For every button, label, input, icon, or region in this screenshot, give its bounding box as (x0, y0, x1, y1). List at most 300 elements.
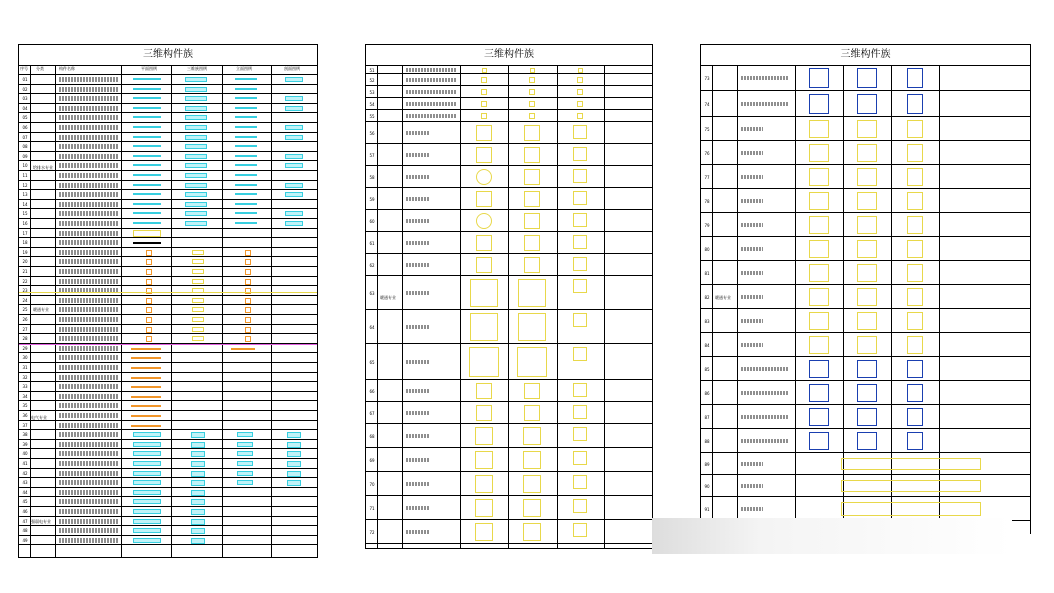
row-number: 24 (22, 297, 28, 303)
component-name (59, 135, 119, 140)
section-symbol (285, 192, 303, 197)
row-number: 03 (22, 96, 28, 102)
row-number: 82 (704, 295, 710, 300)
plan-symbol (809, 240, 829, 258)
sheet-3 (700, 44, 1031, 534)
section-symbol (285, 183, 303, 188)
3d-symbol (191, 432, 205, 438)
component-name (741, 367, 789, 371)
plan-symbol (133, 509, 161, 514)
3d-symbol (185, 125, 207, 130)
3d-symbol (185, 183, 207, 188)
plan-symbol (476, 405, 492, 421)
row-number: 22 (22, 278, 28, 284)
row-number: 49 (22, 537, 28, 543)
3d-symbol (192, 250, 204, 255)
elevation-symbol (235, 155, 257, 157)
3d-symbol (524, 213, 540, 229)
elevation-symbol (907, 240, 923, 258)
plan-symbol (131, 415, 161, 417)
row-number: 33 (22, 384, 28, 390)
elevation-symbol (245, 336, 251, 342)
component-name (59, 327, 119, 332)
component-name (59, 336, 119, 341)
plan-symbol (146, 336, 152, 342)
component-name (59, 499, 119, 504)
elevation-symbol (235, 88, 257, 90)
3d-symbol (857, 432, 877, 450)
3d-symbol (529, 113, 535, 119)
component-name (741, 415, 789, 419)
elevation-symbol (245, 317, 251, 323)
plan-symbol (146, 317, 152, 323)
plan-symbol (809, 94, 829, 114)
row-number: 89 (704, 462, 710, 467)
row-number: 39 (22, 441, 28, 447)
plan-symbol (476, 257, 492, 273)
row-number: 91 (704, 507, 710, 512)
section-symbol (287, 451, 301, 457)
3d-symbol (857, 240, 877, 258)
row-number: 87 (704, 415, 710, 420)
row-number: 43 (22, 480, 28, 486)
elevation-symbol (573, 347, 587, 361)
row-number: 63 (369, 291, 375, 296)
component-name (59, 96, 119, 101)
row-number: 54 (369, 102, 375, 107)
row-number: 45 (22, 499, 28, 505)
component-name (406, 360, 430, 364)
component-name (406, 291, 430, 295)
plan-symbol (809, 336, 829, 354)
3d-symbol (191, 499, 205, 505)
3d-symbol (185, 192, 207, 197)
row-number: 28 (22, 336, 28, 342)
plan-symbol (133, 116, 161, 118)
component-name (406, 114, 456, 118)
header-index: 序号 (20, 66, 28, 71)
component-name (59, 211, 119, 216)
section-symbol (285, 106, 303, 111)
elevation-symbol (573, 257, 587, 271)
3d-symbol (191, 538, 205, 544)
component-name (741, 439, 789, 443)
plan-symbol (809, 120, 829, 138)
section-symbol (287, 442, 301, 448)
3d-symbol (517, 347, 547, 377)
elevation-symbol (235, 212, 257, 214)
plan-symbol (146, 279, 152, 285)
header-3d: 三维族图例 (187, 66, 207, 71)
component-name (406, 434, 430, 438)
3d-symbol (185, 106, 207, 111)
plan-symbol (133, 499, 161, 504)
plan-symbol (133, 230, 161, 237)
elevation-symbol (235, 164, 257, 166)
plan-symbol (476, 125, 492, 141)
row-number: 90 (704, 484, 710, 489)
3d-symbol (857, 192, 877, 210)
3d-symbol (530, 68, 535, 73)
group-label: 暖通专业 (33, 307, 49, 312)
3d-symbol (191, 471, 205, 477)
plan-symbol (476, 147, 492, 163)
elevation-symbol (573, 475, 587, 489)
plan-symbol (133, 193, 161, 195)
plan-symbol (131, 396, 161, 398)
3d-symbol (857, 384, 877, 402)
group-label: 暖通专业 (715, 295, 731, 300)
row-number: 57 (369, 153, 375, 158)
3d-symbol (523, 427, 541, 445)
component-name (406, 131, 430, 135)
sheet-3-title: 三维构件族 (701, 45, 1030, 66)
3d-symbol (524, 147, 540, 163)
row-number: 32 (22, 374, 28, 380)
elevation-symbol (573, 213, 587, 227)
plan-symbol (131, 377, 161, 379)
row-number: 06 (22, 125, 28, 130)
row-number: 71 (369, 506, 375, 511)
plan-symbol (146, 298, 152, 304)
component-name (59, 163, 119, 168)
row-number: 69 (369, 458, 375, 463)
header-name: 构件名称 (59, 66, 75, 71)
component-name (59, 221, 119, 226)
plan-symbol (809, 288, 829, 306)
plan-symbol (476, 383, 492, 399)
component-name (59, 365, 119, 370)
plan-symbol (133, 222, 161, 224)
row-number: 62 (369, 263, 375, 268)
3d-symbol (192, 327, 204, 332)
plan-symbol (476, 169, 492, 185)
plan-symbol (133, 97, 161, 99)
component-name (741, 462, 763, 466)
3d-symbol (857, 288, 877, 306)
elevation-symbol (907, 360, 923, 378)
component-name (59, 240, 119, 245)
component-name (59, 432, 119, 437)
3d-symbol (529, 89, 535, 95)
sheet-1-header (19, 65, 317, 75)
row-number: 46 (22, 509, 28, 514)
plan-symbol (133, 528, 161, 533)
3d-symbol (857, 144, 877, 162)
highlight-line (19, 292, 317, 293)
plan-symbol (481, 101, 487, 107)
3d-symbol (185, 144, 207, 149)
elevation-symbol (907, 168, 923, 186)
elevation-symbol (907, 288, 923, 306)
3d-symbol (191, 442, 205, 448)
3d-symbol (524, 405, 540, 421)
component-name (59, 346, 119, 351)
3d-symbol (191, 451, 205, 457)
plan-symbol (470, 279, 498, 307)
plan-symbol (146, 250, 152, 256)
component-name (741, 127, 763, 131)
section-symbol (285, 135, 303, 140)
row-number: 76 (704, 151, 710, 156)
plan-symbol (133, 174, 161, 176)
highlight-line (19, 344, 317, 345)
elevation-symbol (907, 408, 923, 426)
row-number: 11 (22, 173, 28, 178)
group-label: 电气专业 (31, 415, 47, 420)
elevation-symbol (573, 499, 587, 513)
component-name (59, 250, 119, 255)
plan-symbol (133, 184, 161, 186)
3d-symbol (857, 360, 877, 378)
plan-symbol (131, 386, 161, 388)
row-number: 56 (369, 131, 375, 136)
plan-symbol (475, 523, 493, 541)
component-name (406, 389, 430, 393)
plan-symbol (133, 242, 161, 244)
component-name (59, 144, 119, 149)
row-number: 05 (22, 115, 28, 121)
elevation-symbol (907, 94, 923, 114)
wide-symbol (841, 458, 981, 470)
section-symbol (285, 154, 303, 159)
elevation-symbol (235, 107, 257, 109)
plan-symbol (146, 327, 152, 333)
row-number: 01 (22, 77, 28, 82)
elevation-symbol (907, 432, 923, 450)
3d-symbol (185, 173, 207, 178)
row-number: 88 (704, 439, 710, 444)
elevation-symbol (245, 250, 251, 256)
elevation-symbol (237, 480, 253, 485)
plan-symbol (475, 451, 493, 469)
component-name (59, 202, 119, 207)
row-number: 20 (22, 259, 28, 265)
3d-symbol (185, 96, 207, 101)
3d-symbol (518, 279, 546, 307)
row-number: 30 (22, 355, 28, 361)
elevation-symbol (245, 269, 251, 275)
plan-symbol (475, 427, 493, 445)
component-name (59, 451, 119, 456)
elevation-symbol (907, 336, 923, 354)
plan-symbol (481, 89, 487, 95)
component-name (59, 384, 119, 389)
row-number: 36 (22, 413, 28, 418)
component-name (741, 151, 763, 155)
component-name (406, 78, 456, 82)
3d-symbol (191, 509, 205, 515)
elevation-symbol (245, 298, 251, 304)
elevation-symbol (235, 174, 257, 176)
component-name (59, 490, 119, 495)
plan-symbol (133, 480, 161, 485)
elevation-symbol (573, 125, 587, 139)
elevation-symbol (573, 523, 587, 537)
elevation-symbol (573, 191, 587, 205)
plan-symbol (131, 357, 161, 359)
row-number: 35 (22, 403, 28, 409)
3d-symbol (857, 336, 877, 354)
row-number: 14 (22, 201, 28, 207)
sheet-2 (365, 44, 653, 549)
component-name (59, 480, 119, 485)
elevation-symbol (237, 471, 253, 476)
3d-symbol (523, 523, 541, 541)
component-name (59, 298, 119, 303)
component-name (59, 528, 119, 533)
plan-symbol (476, 213, 492, 229)
header-section: 剖面图例 (284, 66, 300, 71)
3d-symbol (192, 336, 204, 341)
row-number: 26 (22, 317, 28, 322)
3d-symbol (529, 101, 535, 107)
3d-symbol (524, 191, 540, 207)
3d-symbol (857, 168, 877, 186)
elevation-symbol (235, 193, 257, 195)
plan-symbol (482, 68, 487, 73)
row-number: 17 (22, 230, 28, 236)
row-number: 84 (704, 343, 710, 348)
3d-symbol (185, 77, 207, 82)
3d-symbol (192, 298, 204, 303)
row-number: 08 (22, 144, 28, 150)
component-name (741, 507, 763, 511)
elevation-symbol (573, 405, 587, 419)
component-name (59, 317, 119, 322)
3d-symbol (857, 120, 877, 138)
component-name (406, 411, 430, 415)
plan-symbol (809, 360, 829, 378)
elevation-symbol (907, 144, 923, 162)
plan-symbol (470, 313, 498, 341)
elevation-symbol (573, 279, 587, 293)
row-number: 78 (704, 199, 710, 204)
plan-symbol (809, 168, 829, 186)
header-elevation: 立面图例 (236, 66, 252, 71)
elevation-symbol (907, 192, 923, 210)
elevation-symbol (573, 313, 587, 327)
sheet-1-title: 三维构件族 (19, 45, 317, 66)
row-number: 48 (22, 528, 28, 534)
plan-symbol (146, 259, 152, 265)
plan-symbol (133, 212, 161, 214)
3d-symbol (191, 528, 205, 534)
plan-symbol (809, 432, 829, 450)
component-name (741, 199, 763, 203)
component-name (741, 247, 763, 251)
plan-symbol (133, 490, 161, 495)
row-number: 64 (369, 325, 375, 330)
component-name (406, 482, 430, 486)
plan-symbol (469, 347, 499, 377)
row-number: 25 (22, 307, 28, 313)
row-number: 61 (369, 241, 375, 246)
3d-symbol (192, 279, 204, 284)
3d-symbol (857, 68, 877, 88)
elevation-symbol (907, 264, 923, 282)
3d-symbol (857, 312, 877, 330)
plan-symbol (133, 155, 161, 157)
3d-symbol (191, 461, 205, 467)
elevation-symbol (235, 116, 257, 118)
row-number: 42 (22, 470, 28, 476)
component-name (406, 219, 430, 223)
plan-symbol (133, 451, 161, 456)
plan-symbol (133, 136, 161, 138)
row-number: 16 (22, 221, 28, 226)
3d-symbol (523, 499, 541, 517)
section-symbol (285, 77, 303, 82)
row-number: 10 (22, 163, 28, 169)
plan-symbol (131, 367, 161, 369)
elevation-symbol (577, 89, 583, 95)
component-name (741, 223, 763, 227)
plan-symbol (809, 264, 829, 282)
component-name (59, 231, 119, 236)
plan-symbol (481, 113, 487, 119)
component-name (59, 403, 119, 408)
header-plan: 平面图例 (141, 66, 157, 71)
row-number: 40 (22, 451, 28, 457)
3d-symbol (524, 125, 540, 141)
elevation-symbol (235, 222, 257, 224)
row-number: 55 (369, 114, 375, 119)
component-name (59, 269, 119, 274)
3d-symbol (523, 451, 541, 469)
row-number: 52 (369, 78, 375, 83)
row-number: 59 (369, 197, 375, 202)
header-category: 分类 (36, 66, 44, 71)
component-name (59, 183, 119, 188)
plan-symbol (133, 126, 161, 128)
3d-symbol (857, 264, 877, 282)
3d-symbol (185, 87, 207, 92)
elevation-symbol (231, 348, 255, 350)
plan-symbol (133, 442, 161, 447)
3d-symbol (185, 221, 207, 226)
component-name (59, 394, 119, 399)
row-number: 60 (369, 219, 375, 224)
row-number: 13 (22, 192, 28, 198)
component-name (59, 77, 119, 82)
elevation-symbol (573, 427, 587, 441)
component-name (406, 263, 430, 267)
component-name (741, 319, 763, 323)
plan-symbol (133, 471, 161, 476)
3d-symbol (192, 259, 204, 264)
component-name (59, 461, 119, 466)
component-name (59, 355, 119, 360)
component-name (741, 175, 763, 179)
elevation-symbol (245, 279, 251, 285)
row-number: 80 (704, 247, 710, 252)
component-name (59, 442, 119, 447)
3d-symbol (518, 313, 546, 341)
component-name (406, 530, 430, 534)
plan-symbol (133, 519, 161, 524)
row-number: 51 (369, 67, 375, 73)
row-number: 07 (22, 134, 28, 140)
plan-symbol (476, 191, 492, 207)
component-name (406, 241, 430, 245)
row-number: 04 (22, 105, 28, 111)
3d-symbol (185, 115, 207, 120)
row-number: 12 (22, 182, 28, 188)
component-name (406, 102, 456, 106)
component-name (406, 153, 430, 157)
component-name (741, 484, 763, 488)
